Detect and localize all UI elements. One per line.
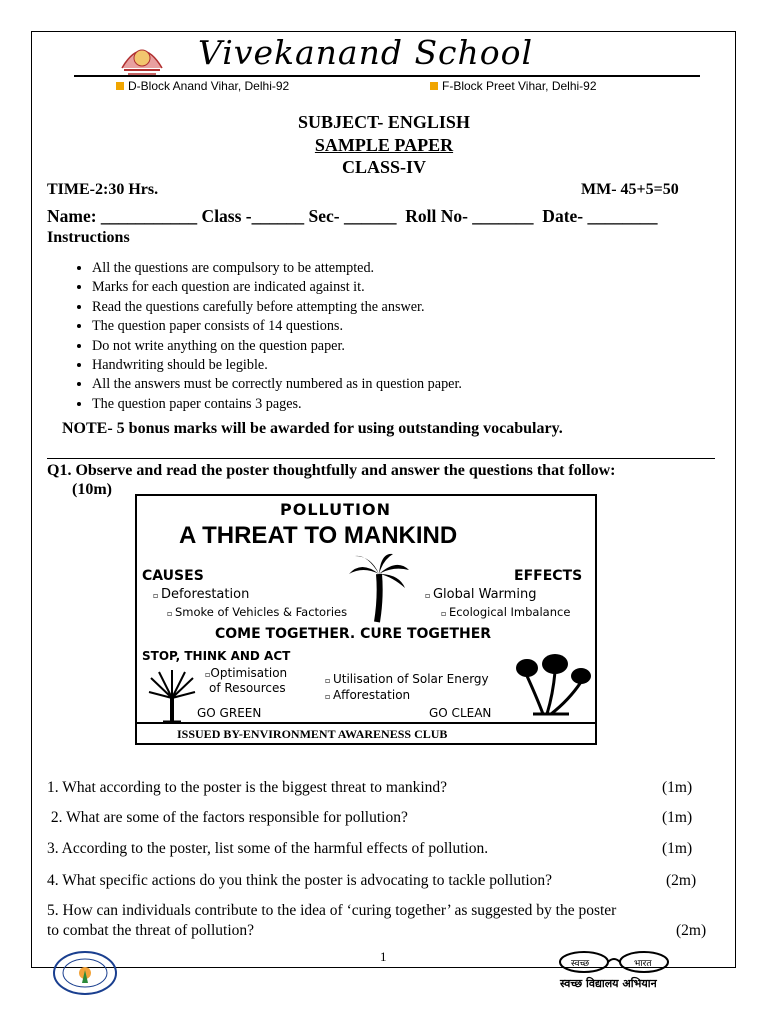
instructions-heading: Instructions xyxy=(47,229,130,246)
q1-marks: (10m) xyxy=(72,481,112,498)
effects-label: EFFECTS xyxy=(514,568,583,584)
action-item: ▫ Afforestation xyxy=(325,688,411,702)
question-2: 2. What are some of the factors responsible for pollution? xyxy=(47,809,408,826)
address-right-text: F-Block Preet Vihar, Delhi-92 xyxy=(442,79,597,93)
question-1: 1. What according to the poster is the biggest threat to mankind? xyxy=(47,779,448,796)
poster-subtitle: A THREAT TO MANKIND xyxy=(179,522,458,549)
question-3: 3. According to the poster, list some of the harmful effects of pollution. xyxy=(47,840,489,857)
address-right xyxy=(430,79,597,93)
palm-tree-icon xyxy=(347,552,411,624)
causes-label: CAUSES xyxy=(142,568,204,584)
list-item: • Marks for each question are indicated against it. xyxy=(92,278,462,297)
action-label: STOP, THINK AND ACT xyxy=(142,649,291,663)
action-item: ▫ Utilisation of Solar Energy xyxy=(325,672,489,686)
list-item: • All the questions are compulsory to be attempted. xyxy=(92,259,462,278)
question-4-marks: (2m) xyxy=(666,872,697,889)
max-marks: MM- 45+5=50 xyxy=(581,181,679,198)
poster-title: POLLUTION xyxy=(280,500,391,519)
cause-item: ▫ Smoke of Vehicles & Factories xyxy=(167,605,348,619)
page-number: 1 xyxy=(380,949,387,964)
question-4: 4. What specific actions do you think the poster is advocating to tackle pollution? xyxy=(47,872,553,889)
address-left xyxy=(116,79,289,93)
poster-divider xyxy=(137,722,595,724)
instructions-list xyxy=(62,259,462,414)
question-3-marks: (1m) xyxy=(662,840,693,857)
bullet-square-icon xyxy=(116,82,124,90)
cause-item: ▫ Deforestation xyxy=(153,587,250,602)
issued-by: ISSUED BY-ENVIRONMENT AWARENESS CLUB xyxy=(177,727,448,741)
address-left-text: D-Block Anand Vihar, Delhi-92 xyxy=(128,79,290,93)
emblem-seal-icon xyxy=(52,950,118,996)
effect-item: ▫ Ecological Imbalance xyxy=(441,605,571,619)
action-item-continued: of Resources xyxy=(209,681,286,695)
question-5-continued: to combat the threat of pollution? xyxy=(47,922,255,939)
plants-icon xyxy=(513,654,593,720)
question-5-marks: (2m) xyxy=(676,922,707,939)
bharat-word: भारत xyxy=(634,959,652,969)
school-logo-icon xyxy=(118,38,166,78)
question-2-marks: (1m) xyxy=(662,809,693,826)
swachh-bharat-glasses-icon xyxy=(556,946,676,974)
list-item: • Handwriting should be legible. xyxy=(92,356,462,375)
list-item: • The question paper contains 3 pages. xyxy=(92,395,462,414)
class-title: CLASS-IV xyxy=(341,157,427,177)
list-item: • Read the questions carefully before attempting the answer. xyxy=(92,298,462,317)
list-item: • Do not write anything on the question paper. xyxy=(92,337,462,356)
swachh-word: स्वच्छ xyxy=(571,959,590,969)
poster-slogan: COME TOGETHER. CURE TOGETHER xyxy=(215,626,492,642)
header-rule xyxy=(74,75,700,77)
bonus-note: NOTE- 5 bonus marks will be awarded for using outstanding vocabulary. xyxy=(62,420,563,437)
list-item: • The question paper consists of 14 questions. xyxy=(92,317,462,336)
action-item: ▫Optimisation xyxy=(205,666,288,680)
question-5: 5. How can individuals contribute to the idea of ‘curing together’ as suggested by the poster xyxy=(47,902,617,919)
list-item: • All the answers must be correctly numbered as in question paper. xyxy=(92,375,462,394)
student-details-line: Name: ___________ Class -______ Sec- ______ Roll No- _______ Date- ________ xyxy=(47,206,658,226)
school-name: Vivekanand School xyxy=(198,33,534,72)
swachh-vidyalaya-text: स्वच्छ विद्यालय अभियान xyxy=(560,977,657,990)
go-clean-label: GO CLEAN xyxy=(429,706,492,720)
subject-title: SUBJECT- ENGLISH xyxy=(298,112,470,132)
paper-type: SAMPLE PAPER xyxy=(314,135,454,155)
pollution-poster xyxy=(135,494,597,745)
question-1-marks: (1m) xyxy=(662,779,693,796)
time-allowed: TIME-2:30 Hrs. xyxy=(47,181,159,198)
effect-item: ▫ Global Warming xyxy=(425,587,537,602)
q1-heading: Q1. Observe and read the poster thoughtfully and answer the questions that follow: xyxy=(47,462,616,479)
section-divider xyxy=(47,458,715,459)
tree-icon xyxy=(145,668,199,724)
go-green-label: GO GREEN xyxy=(197,706,262,720)
bullet-square-icon xyxy=(430,82,438,90)
